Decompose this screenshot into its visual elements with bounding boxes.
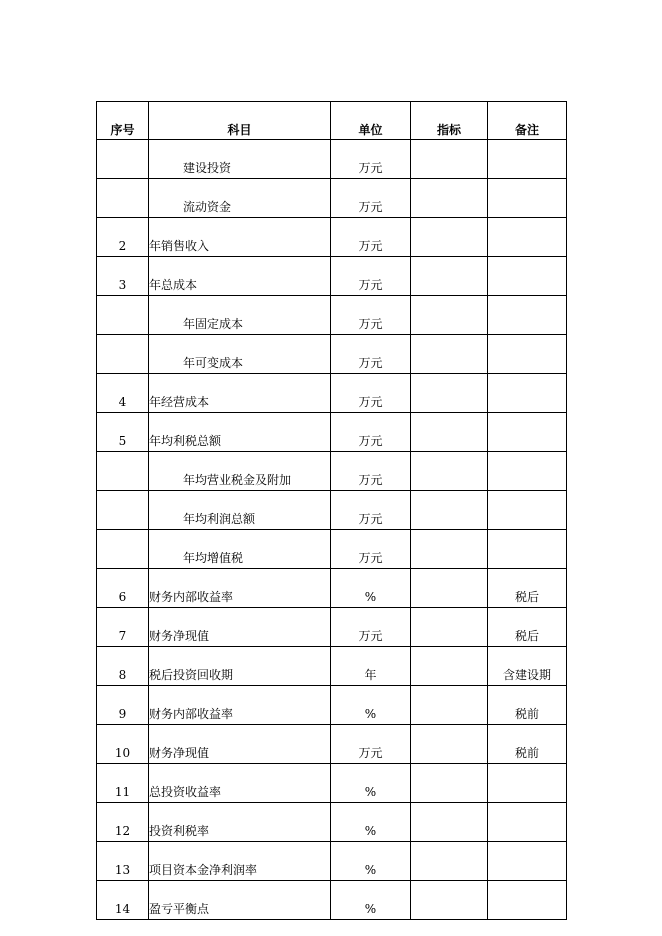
cell-no: 4 — [97, 374, 149, 413]
cell-no: 8 — [97, 647, 149, 686]
cell-unit: % — [331, 686, 411, 725]
cell-unit: 万元 — [331, 257, 411, 296]
table-row — [97, 452, 567, 491]
cell-note — [488, 257, 567, 296]
cell-unit: 万元 — [331, 491, 411, 530]
cell-no — [97, 179, 149, 218]
cell-no: 14 — [97, 881, 149, 920]
table-header — [97, 102, 567, 140]
table-row — [97, 686, 567, 725]
cell-indicator — [411, 452, 488, 491]
table-row — [97, 569, 567, 608]
cell-item: 财务净现值 — [149, 608, 331, 647]
cell-indicator — [411, 530, 488, 569]
table-row — [97, 296, 567, 335]
cell-unit: 万元 — [331, 140, 411, 179]
cell-indicator — [411, 608, 488, 647]
cell-no: 2 — [97, 218, 149, 257]
cell-no — [97, 491, 149, 530]
cell-indicator — [411, 140, 488, 179]
table-row — [97, 530, 567, 569]
cell-indicator — [411, 842, 488, 881]
cell-unit: 万元 — [331, 530, 411, 569]
table-row — [97, 374, 567, 413]
table-row — [97, 842, 567, 881]
table-row — [97, 881, 567, 920]
table-row — [97, 725, 567, 764]
cell-note — [488, 842, 567, 881]
cell-indicator — [411, 686, 488, 725]
cell-item: 财务内部收益率 — [149, 686, 331, 725]
cell-item: 税后投资回收期 — [149, 647, 331, 686]
cell-indicator — [411, 725, 488, 764]
cell-note — [488, 803, 567, 842]
header-row — [97, 102, 567, 140]
cell-item: 年均利润总额 — [149, 491, 331, 530]
cell-note: 税后 — [488, 608, 567, 647]
cell-no — [97, 452, 149, 491]
cell-indicator — [411, 179, 488, 218]
cell-item: 年经营成本 — [149, 374, 331, 413]
cell-indicator — [411, 218, 488, 257]
cell-no: 13 — [97, 842, 149, 881]
cell-no — [97, 530, 149, 569]
cell-item: 项目资本金净利润率 — [149, 842, 331, 881]
header-item: 科目 — [149, 102, 331, 140]
cell-unit: % — [331, 881, 411, 920]
cell-no — [97, 140, 149, 179]
cell-unit: 万元 — [331, 452, 411, 491]
cell-unit: 万元 — [331, 179, 411, 218]
cell-note — [488, 413, 567, 452]
cell-indicator — [411, 257, 488, 296]
cell-note: 税前 — [488, 725, 567, 764]
table-row — [97, 764, 567, 803]
cell-unit: 万元 — [331, 608, 411, 647]
table-row — [97, 491, 567, 530]
cell-note — [488, 530, 567, 569]
cell-note — [488, 140, 567, 179]
cell-no: 12 — [97, 803, 149, 842]
cell-note — [488, 179, 567, 218]
cell-indicator — [411, 413, 488, 452]
cell-item: 建设投资 — [149, 140, 331, 179]
cell-note — [488, 374, 567, 413]
cell-indicator — [411, 296, 488, 335]
cell-no — [97, 296, 149, 335]
cell-item: 年固定成本 — [149, 296, 331, 335]
table-row — [97, 608, 567, 647]
cell-unit: 年 — [331, 647, 411, 686]
header-no: 序号 — [97, 102, 149, 140]
cell-no: 6 — [97, 569, 149, 608]
cell-item: 年可变成本 — [149, 335, 331, 374]
table-row — [97, 335, 567, 374]
cell-unit: % — [331, 803, 411, 842]
cell-no: 5 — [97, 413, 149, 452]
table-row — [97, 218, 567, 257]
cell-indicator — [411, 491, 488, 530]
cell-item: 流动资金 — [149, 179, 331, 218]
header-indicator: 指标 — [411, 102, 488, 140]
cell-no: 3 — [97, 257, 149, 296]
cell-note — [488, 296, 567, 335]
cell-no — [97, 335, 149, 374]
cell-item: 财务净现值 — [149, 725, 331, 764]
cell-indicator — [411, 335, 488, 374]
table-row — [97, 413, 567, 452]
table-row — [97, 179, 567, 218]
cell-no: 7 — [97, 608, 149, 647]
cell-unit: % — [331, 842, 411, 881]
cell-indicator — [411, 374, 488, 413]
cell-note: 税前 — [488, 686, 567, 725]
cell-note — [488, 764, 567, 803]
cell-unit: 万元 — [331, 725, 411, 764]
cell-unit: % — [331, 569, 411, 608]
cell-item: 盈亏平衡点 — [149, 881, 331, 920]
cell-indicator — [411, 803, 488, 842]
cell-item: 年均利税总额 — [149, 413, 331, 452]
cell-unit: 万元 — [331, 218, 411, 257]
cell-unit: 万元 — [331, 413, 411, 452]
cell-no: 9 — [97, 686, 149, 725]
cell-item: 年销售收入 — [149, 218, 331, 257]
cell-note — [488, 491, 567, 530]
cell-note — [488, 452, 567, 491]
cell-indicator — [411, 569, 488, 608]
header-unit: 单位 — [331, 102, 411, 140]
cell-indicator — [411, 647, 488, 686]
cell-note — [488, 218, 567, 257]
cell-unit: 万元 — [331, 335, 411, 374]
cell-no: 10 — [97, 725, 149, 764]
cell-note — [488, 881, 567, 920]
cell-item: 总投资收益率 — [149, 764, 331, 803]
cell-item: 年总成本 — [149, 257, 331, 296]
cell-note — [488, 335, 567, 374]
cell-indicator — [411, 881, 488, 920]
table-row — [97, 140, 567, 179]
cell-unit: 万元 — [331, 296, 411, 335]
cell-indicator — [411, 764, 488, 803]
table-row — [97, 257, 567, 296]
cell-item: 年均增值税 — [149, 530, 331, 569]
indicator-table — [96, 101, 567, 920]
table-row — [97, 803, 567, 842]
header-note: 备注 — [488, 102, 567, 140]
cell-note: 含建设期 — [488, 647, 567, 686]
cell-unit: 万元 — [331, 374, 411, 413]
cell-item: 年均营业税金及附加 — [149, 452, 331, 491]
table-body — [97, 140, 567, 920]
cell-item: 投资利税率 — [149, 803, 331, 842]
cell-unit: % — [331, 764, 411, 803]
cell-no: 11 — [97, 764, 149, 803]
cell-note: 税后 — [488, 569, 567, 608]
cell-item: 财务内部收益率 — [149, 569, 331, 608]
table-row — [97, 647, 567, 686]
